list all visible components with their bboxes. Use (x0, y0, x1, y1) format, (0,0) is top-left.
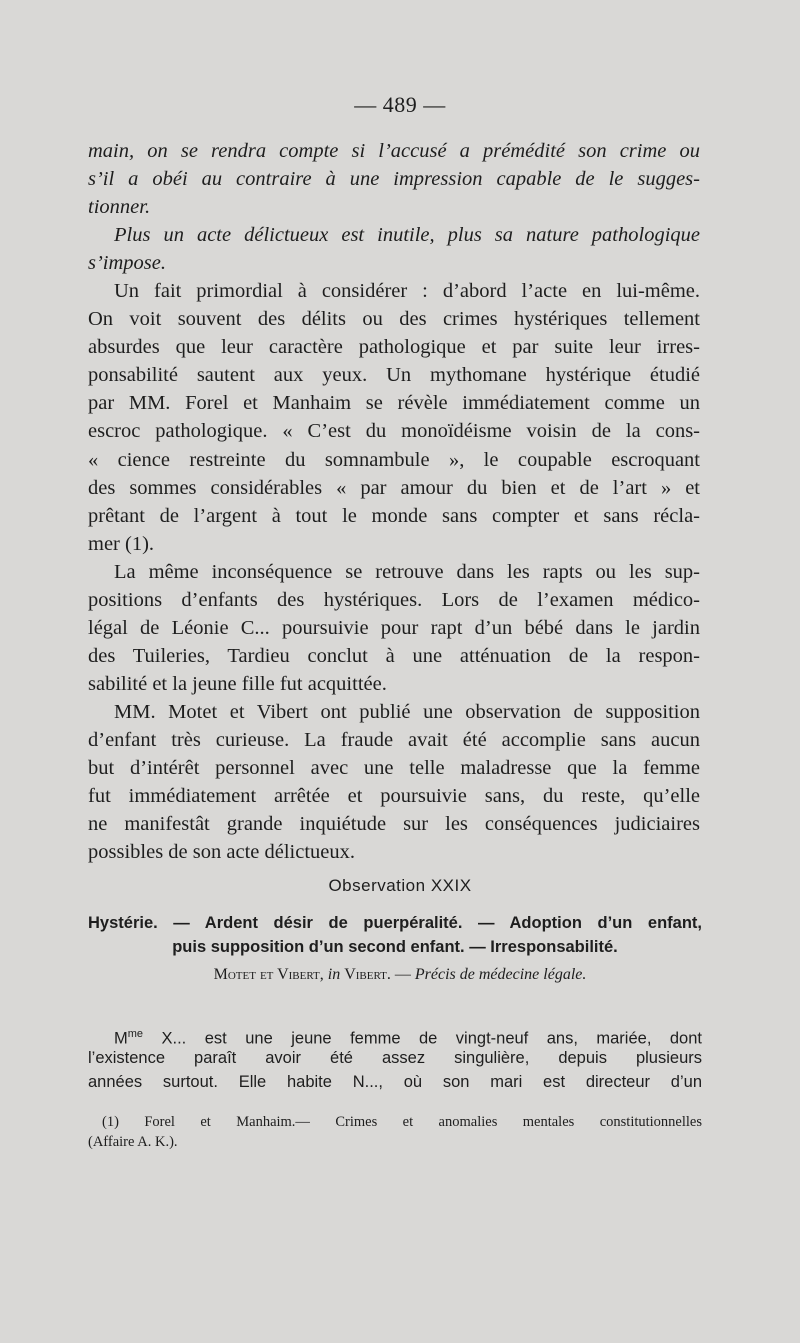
text-line: des sommes considérables « par amour du bien et de l’art » et (88, 476, 700, 499)
case-line-1-rest: X... est une jeune femme de vingt-neuf ans, mariée, dont (143, 1029, 702, 1048)
text-line: MM. Motet et Vibert ont publié une observation de supposition (114, 701, 700, 723)
text-line: On voit souvent des délits ou des crimes hystériques tellement (88, 308, 700, 331)
paragraph-italic-1 (88, 137, 700, 221)
text-line: l’existence paraît avoir été assez singulière, depuis plusieurs (88, 1049, 702, 1067)
paragraph-italic-2 (88, 221, 700, 277)
mme-superscript: me (127, 1028, 144, 1040)
text-line (88, 1022, 702, 1046)
text-line: mer (1). (88, 532, 155, 555)
text-line: main, on se rendra compte si l’accusé a prémédité son crime ou (88, 140, 700, 162)
attribution-book-title: Précis de médecine légale. (414, 966, 587, 983)
text-line: La même inconséquence se retrouve dans les rapts ou les sup- (114, 561, 700, 583)
text-line: Un fait primordial à considérer : d’abord l’acte en lui-même. (114, 280, 700, 302)
footnote-line-1: (1) Forel et Manhaim.— Crimes et anomalies mentales constitutionnelles (102, 1114, 702, 1130)
attribution (0, 966, 800, 984)
attribution-in: in (327, 966, 341, 983)
mme-abbrev: M (114, 1029, 128, 1048)
paragraph-body-1 (88, 277, 700, 558)
attribution-book-author: Vibert. (344, 966, 391, 983)
case-description (88, 1022, 702, 1094)
observation-heading-line-2: puis supposition d’un second enfant. — Irresponsabilité. (172, 938, 618, 956)
text-line: Plus un acte délictueux est inutile, plus sa nature pathologique (114, 224, 700, 246)
text-line: absurdes que leur caractère pathologique et par suite leur irres- (88, 336, 700, 359)
paragraph-body-2 (88, 558, 700, 698)
text-line: prêtant de l’argent à tout le monde sans compter et sans récla- (88, 504, 700, 527)
footnote-line-2: (Affaire A. K.). (88, 1134, 178, 1150)
text-line: par MM. Forel et Manhaim se révèle immédiatement comme un (88, 392, 700, 415)
text-line: but d’intérêt personnel avec une telle maladresse que la femme (88, 757, 700, 780)
text-line: possibles de son acte délictueux. (88, 841, 356, 864)
text-line: positions d’enfants des hystériques. Lors de l’examen médico- (88, 589, 700, 612)
text-line: années surtout. Elle habite N..., où son mari est directeur d’un (88, 1073, 702, 1091)
text-line: sabilité et la jeune fille fut acquittée. (88, 673, 387, 696)
text-line: s’impose. (88, 252, 167, 275)
attribution-dash: — (394, 966, 411, 983)
text-line: légal de Léonie C... poursuivie pour rapt d’un bébé dans le jardin (88, 617, 700, 640)
observation-heading-line-1: Hystérie. — Ardent désir de puerpéralité. — Adoption d’un enfant, (88, 914, 702, 932)
text-line: « cience restreinte du somnambule », le coupable escroquant (88, 448, 700, 471)
page-number: — 489 — (354, 92, 446, 117)
attribution-authors: Motet et Vibert, (213, 966, 324, 983)
text-line: fut immédiatement arrêtée et poursuivie sans, du reste, qu’elle (88, 785, 700, 808)
text-line: d’enfant très curieuse. La fraude avait été accomplie sans aucun (88, 729, 700, 752)
paragraph-body-3 (88, 698, 700, 867)
text-line: escroc pathologique. « C’est du monoïdéisme voisin de la cons- (88, 420, 700, 443)
text-line: des Tuileries, Tardieu conclut à une atténuation de la respon- (88, 645, 700, 668)
text-line: tionner. (88, 196, 151, 219)
observation-title: Observation XXIX (328, 876, 472, 895)
text-line: ne manifestât grande inquiétude sur les conséquences judiciaires (88, 813, 700, 836)
text-line: s’il a obéi au contraire à une impression capable de le sugges- (88, 168, 700, 191)
text-line: ponsabilité sautent aux yeux. Un mythomane hystérique étudié (88, 364, 700, 387)
